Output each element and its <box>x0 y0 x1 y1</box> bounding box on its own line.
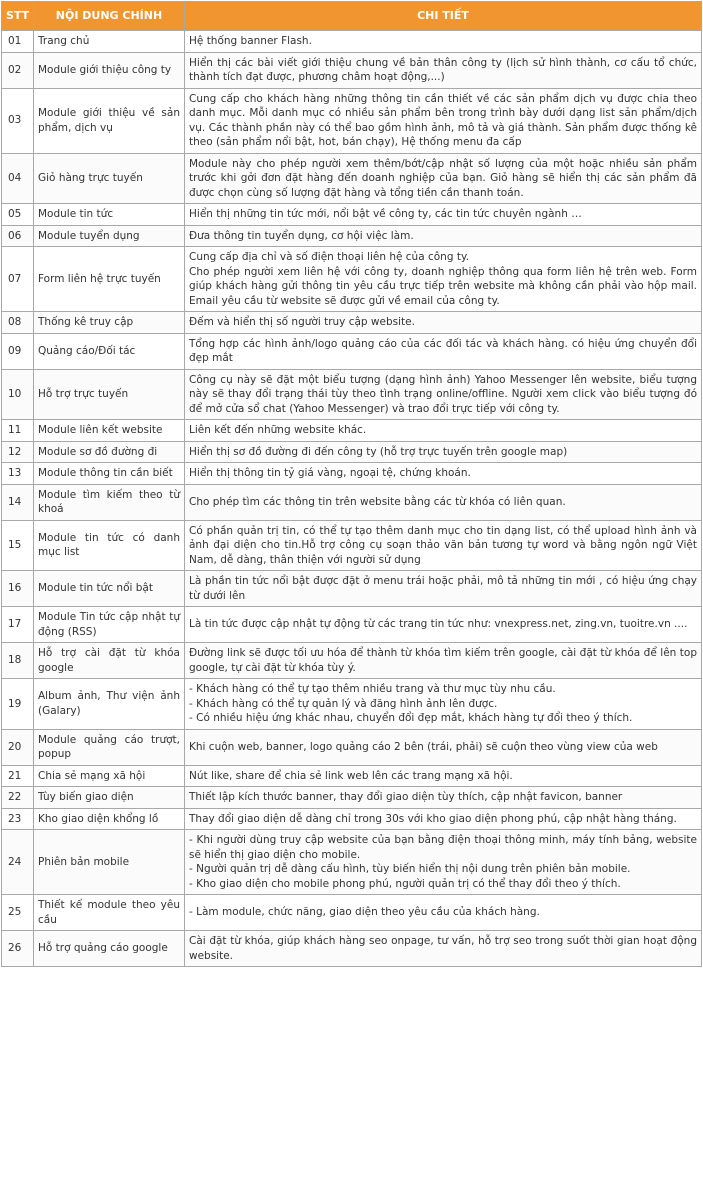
detail-line: - Làm module, chức năng, giao diện theo yêu cầu của khách hàng. <box>189 906 540 919</box>
feature-name: Module tin tức nổi bật <box>34 571 185 607</box>
feature-name: Thống kê truy cập <box>34 312 185 334</box>
detail-line: Hiển thị thông tin tỷ giá vàng, ngoại tệ, chứng khoán. <box>189 467 471 479</box>
feature-name: Trang chủ <box>34 31 185 53</box>
table-row <box>2 153 702 204</box>
feature-detail <box>185 312 702 334</box>
detail-line: - Người quản trị dễ dàng cấu hình, tùy biến hiển thị nội dung trên phiên bản mobile. <box>189 863 631 875</box>
detail-line: Hiển thị các bài viết giới thiệu chung về bản thân công ty (lịch sử hình thành, cơ cấu tổ chức, thành tích đạt được, phương châm hoạt động,...) <box>189 56 697 83</box>
feature-name: Hỗ trợ trực tuyến <box>34 369 185 420</box>
detail-line: - Khi người dùng truy cập website của bạn bằng điện thoại thông minh, máy tính bảng, website sẽ hiển thị giao diện cho mobile. <box>189 834 697 861</box>
feature-name: Module tìm kiếm theo từ khoá <box>34 484 185 520</box>
table-row <box>2 607 702 643</box>
detail-line: Hiển thị những tin tức mới, nổi bật về công ty, các tin tức chuyên ngành … <box>189 208 582 220</box>
table-row <box>2 643 702 679</box>
table-row <box>2 247 702 312</box>
table-row <box>2 765 702 787</box>
detail-line: Cho phép người xem liên hệ với công ty, doanh nghiệp thông qua form liên hệ trên web. Form giúp khách hàng gửi thông tin yêu cầu trực tiếp trên website mà không cần phải vào hộp mail. Email yêu cầu từ website sẽ được gửi về email của công ty. <box>189 265 697 307</box>
detail-line: Khi cuộn web, banner, logo quảng cáo 2 bên (trái, phải) sẽ cuộn theo vùng view của web <box>189 740 658 753</box>
detail-line: Đường link sẽ được tối ưu hóa để thành từ khóa tìm kiếm trên google, cài đặt từ khóa để lên top google, tự cài đặt từ khóa tùy ý. <box>189 647 697 674</box>
detail-line: Cài đặt từ khóa, giúp khách hàng seo onpage, tư vấn, hỗ trợ seo trong suốt thời gian hoạt động website. <box>189 935 697 962</box>
detail-line: - Có nhiều hiệu ứng khác nhau, chuyển đổi đẹp mắt, khách hàng tự đổi theo ý thích. <box>189 712 633 724</box>
feature-name: Tùy biến giao diện <box>34 787 185 809</box>
table-row <box>2 520 702 571</box>
feature-detail <box>185 765 702 787</box>
detail-line: Đếm và hiển thị số người truy cập website. <box>189 316 415 328</box>
header-stt: STT <box>2 2 34 31</box>
row-number: 07 <box>2 247 34 312</box>
feature-detail <box>185 679 702 730</box>
feature-detail <box>185 729 702 765</box>
table-row <box>2 787 702 809</box>
feature-detail <box>185 247 702 312</box>
detail-line: Là phần tin tức nổi bật được đặt ở menu trái hoặc phải, mô tả những tin mới , có hiệu ứng chạy từ dưới lên <box>189 575 697 602</box>
detail-line: Cung cấp cho khách hàng những thông tin cần thiết về các sản phẩm dịch vụ được chia theo danh mục. Mỗi danh mục có nhiều sản phẩm bên trong trình bày dưới dạng list sản phẩm/dịch vụ. Các thành phần này có thể bao gồm hình ảnh, mô tả và giá thành. Sản phẩm được thống kê theo (sản phẩm nổi bật, hot, bán chạy), Hệ thống menu đa cấp <box>189 92 697 148</box>
header-row <box>2 2 702 31</box>
feature-name: Module Tin tức cập nhật tự động (RSS) <box>34 607 185 643</box>
feature-name: Module sơ đồ đường đi <box>34 441 185 463</box>
features-table <box>1 1 702 967</box>
detail-line: Công cụ này sẽ đặt một biểu tượng (dạng hình ảnh) Yahoo Messenger lên website, biểu tượng này sẽ thay đổi trạng thái tùy theo tình trạng online/offline. Người xem click vào biểu tượng đó để mở cửa sổ chat (Yahoo Messenger) và trao đổi trực tiếp với công ty. <box>189 373 697 415</box>
row-number: 21 <box>2 765 34 787</box>
table-row <box>2 312 702 334</box>
feature-name: Form liên hệ trực tuyến <box>34 247 185 312</box>
feature-detail <box>185 607 702 643</box>
feature-detail <box>185 153 702 204</box>
feature-name: Chia sẻ mạng xã hội <box>34 765 185 787</box>
feature-name: Album ảnh, Thư viện ảnh (Galary) <box>34 679 185 730</box>
row-number: 15 <box>2 520 34 571</box>
feature-name: Quảng cáo/Đối tác <box>34 333 185 369</box>
row-number: 05 <box>2 204 34 226</box>
feature-detail <box>185 88 702 153</box>
row-number: 18 <box>2 643 34 679</box>
row-number: 23 <box>2 808 34 830</box>
feature-detail <box>185 484 702 520</box>
row-number: 13 <box>2 463 34 485</box>
feature-name: Module tin tức có danh mục list <box>34 520 185 571</box>
row-number: 06 <box>2 225 34 247</box>
row-number: 24 <box>2 830 34 895</box>
feature-detail <box>185 520 702 571</box>
feature-detail <box>185 830 702 895</box>
row-number: 03 <box>2 88 34 153</box>
table-row <box>2 31 702 53</box>
feature-name: Thiết kế module theo yêu cầu <box>34 895 185 931</box>
row-number: 12 <box>2 441 34 463</box>
row-number: 16 <box>2 571 34 607</box>
feature-name: Module tin tức <box>34 204 185 226</box>
feature-name: Hỗ trợ quảng cáo google <box>34 931 185 967</box>
table-row <box>2 571 702 607</box>
detail-line: Module này cho phép người xem thêm/bớt/cập nhật số lượng của một hoặc nhiều sản phẩm trước khi gởi đơn đặt hàng đến doanh nghiệp của bạn. Giỏ hàng sẽ hiển thị các sản phẩm đã được chọn cùng số lượng đặt hàng và tổng tiền cần thanh toán. <box>189 157 697 199</box>
table-row <box>2 931 702 967</box>
feature-detail <box>185 895 702 931</box>
detail-line: Là tin tức được cập nhật tự động từ các trang tin tức như: vnexpress.net, zing.vn, tuoitre.vn .... <box>189 618 688 631</box>
feature-detail <box>185 420 702 442</box>
table-row <box>2 52 702 88</box>
detail-line: Nút like, share để chia sẻ link web lên các trang mạng xã hội. <box>189 769 513 782</box>
feature-name: Kho giao diện khổng lồ <box>34 808 185 830</box>
table-row <box>2 88 702 153</box>
row-number: 08 <box>2 312 34 334</box>
feature-name: Hỗ trợ cài đặt từ khóa google <box>34 643 185 679</box>
table-row <box>2 420 702 442</box>
feature-name: Module giới thiệu công ty <box>34 52 185 88</box>
row-number: 02 <box>2 52 34 88</box>
detail-line: - Kho giao diện cho mobile phong phú, người quản trị có thể thay đổi theo ý thích. <box>189 877 621 890</box>
feature-name: Module giới thiệu về sản phẩm, dịch vụ <box>34 88 185 153</box>
table-row <box>2 369 702 420</box>
table-body <box>2 31 702 967</box>
row-number: 10 <box>2 369 34 420</box>
row-number: 04 <box>2 153 34 204</box>
table-row <box>2 225 702 247</box>
feature-detail <box>185 571 702 607</box>
feature-detail <box>185 441 702 463</box>
feature-detail <box>185 204 702 226</box>
detail-line: - Khách hàng có thể tự tạo thêm nhiều trang và thư mục tùy nhu cầu. <box>189 683 556 695</box>
feature-name: Giỏ hàng trực tuyến <box>34 153 185 204</box>
detail-line: Thiết lập kích thước banner, thay đổi giao diện tùy thích, cập nhật favicon, banner <box>189 791 623 803</box>
detail-line: - Khách hàng có thể tự quản lý và đăng hình ảnh lên được. <box>189 697 498 710</box>
feature-detail <box>185 31 702 53</box>
table-row <box>2 204 702 226</box>
detail-line: Hiển thị sơ đồ đường đi đến công ty (hỗ trợ trực tuyến trên google map) <box>189 445 568 458</box>
table-row <box>2 808 702 830</box>
row-number: 17 <box>2 607 34 643</box>
row-number: 01 <box>2 31 34 53</box>
row-number: 14 <box>2 484 34 520</box>
header-detail: CHI TIẾT <box>185 2 702 31</box>
table-row <box>2 333 702 369</box>
detail-line: Thay đổi giao diện dễ dàng chỉ trong 30s với kho giao diện phong phú, cập nhật hàng tháng. <box>189 812 677 825</box>
table-row <box>2 895 702 931</box>
feature-detail <box>185 787 702 809</box>
feature-name: Module liên kết website <box>34 420 185 442</box>
detail-line: Đưa thông tin tuyển dụng, cơ hội việc làm. <box>189 229 414 242</box>
feature-detail <box>185 52 702 88</box>
feature-detail <box>185 225 702 247</box>
row-number: 25 <box>2 895 34 931</box>
row-number: 19 <box>2 679 34 730</box>
row-number: 20 <box>2 729 34 765</box>
row-number: 11 <box>2 420 34 442</box>
feature-name: Phiên bản mobile <box>34 830 185 895</box>
detail-line: Hệ thống banner Flash. <box>189 35 312 47</box>
feature-name: Module quảng cáo trượt, popup <box>34 729 185 765</box>
table-header <box>2 2 702 31</box>
row-number: 26 <box>2 931 34 967</box>
header-name: NỘI DUNG CHÍNH <box>34 2 185 31</box>
detail-line: Cung cấp địa chỉ và số điện thoại liên hệ của công ty. <box>189 251 469 263</box>
feature-detail <box>185 463 702 485</box>
detail-line: Cho phép tìm các thông tin trên website bằng các từ khóa có liên quan. <box>189 495 566 508</box>
table-row <box>2 463 702 485</box>
feature-detail <box>185 369 702 420</box>
table-row <box>2 830 702 895</box>
detail-line: Tổng hợp các hình ảnh/logo quảng cáo của các đối tác và khách hàng. có hiệu ứng chuyển đổi đẹp mắt <box>189 337 697 364</box>
row-number: 09 <box>2 333 34 369</box>
detail-line: Liên kết đến những website khác. <box>189 424 367 436</box>
feature-name: Module thông tin cần biết <box>34 463 185 485</box>
feature-detail <box>185 333 702 369</box>
feature-detail <box>185 931 702 967</box>
table-row <box>2 484 702 520</box>
feature-name: Module tuyển dụng <box>34 225 185 247</box>
table-row <box>2 679 702 730</box>
detail-line: Có phần quản trị tin, có thể tự tạo thêm danh mục cho tin dạng list, có thể upload hình ảnh và ảnh đại diện cho tin.Hỗ trợ công cụ soạn thảo văn bản tương tự word và bằng ngôn ngữ Việt Nam, dễ dàng, thân thiện với người sử dụng <box>189 524 697 566</box>
row-number: 22 <box>2 787 34 809</box>
table-row <box>2 729 702 765</box>
feature-detail <box>185 643 702 679</box>
table-row <box>2 441 702 463</box>
feature-detail <box>185 808 702 830</box>
